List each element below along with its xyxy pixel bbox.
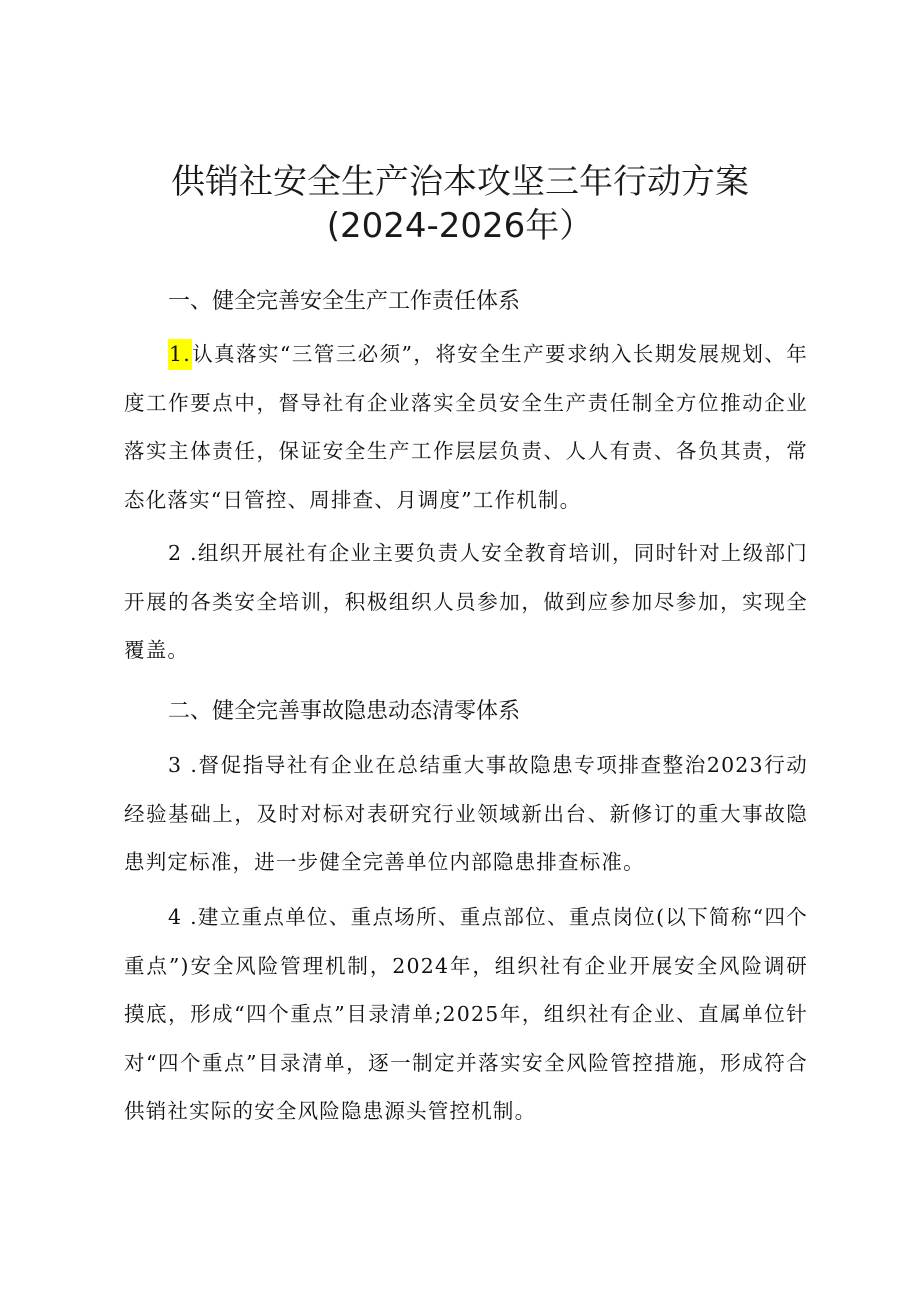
paragraph-text: .督促指导社有企业在总结重大事故隐患专项排查整治2023行动经验基础上，及时对标对表研究行业领域新出台、新修订的重大事故隐患判定标准，进一步健全完善单位内部隐患排查标准。 [124, 753, 808, 874]
paragraph-item-3 [124, 741, 808, 887]
paragraph-text: 认真落实“三管三必须”，将安全生产要求纳入长期发展规划、年度工作要点中，督导社有企业落实全员安全生产责任制全方位推动企业落实主体责任，保证安全生产工作层层负责、人人有责、各负其责，常态化落实“日管控、周排查、月调度”工作机制。 [124, 342, 808, 512]
section-heading-1: 一、健全完善安全生产工作责任体系 [168, 289, 521, 314]
paragraph-item-4 [124, 893, 808, 1136]
section-heading-2: 二、健全完善事故隐患动态清零体系 [168, 699, 521, 724]
highlighted-item-number: 1. [168, 339, 192, 370]
document-title: 供销社安全生产治本攻坚三年行动方案 [171, 162, 749, 202]
paragraph-item-1 [124, 330, 808, 524]
paragraph-text: .建立重点单位、重点场所、重点部位、重点岗位(以下简称“四个重点”)安全风险管理机制，2024年，组织社有企业开展安全风险调研摸底，形成“四个重点”目录清单;2025年，组织社有企业、直属单位针对“四个重点”目录清单，逐一制定并落实安全风险管控措施，形成符合供销社实际的安全风险隐患源头管控机制。 [124, 905, 808, 1123]
item-number: 2 [168, 541, 183, 565]
document-title-years: (2024-2026年） [326, 206, 594, 246]
paragraph-item-2 [124, 529, 808, 675]
item-number: 3 [168, 753, 183, 777]
item-number: 4 [168, 905, 183, 929]
paragraph-text: .组织开展社有企业主要负责人安全教育培训，同时针对上级部门开展的各类安全培训，积极组织人员参加，做到应参加尽参加，实现全覆盖。 [124, 541, 808, 662]
